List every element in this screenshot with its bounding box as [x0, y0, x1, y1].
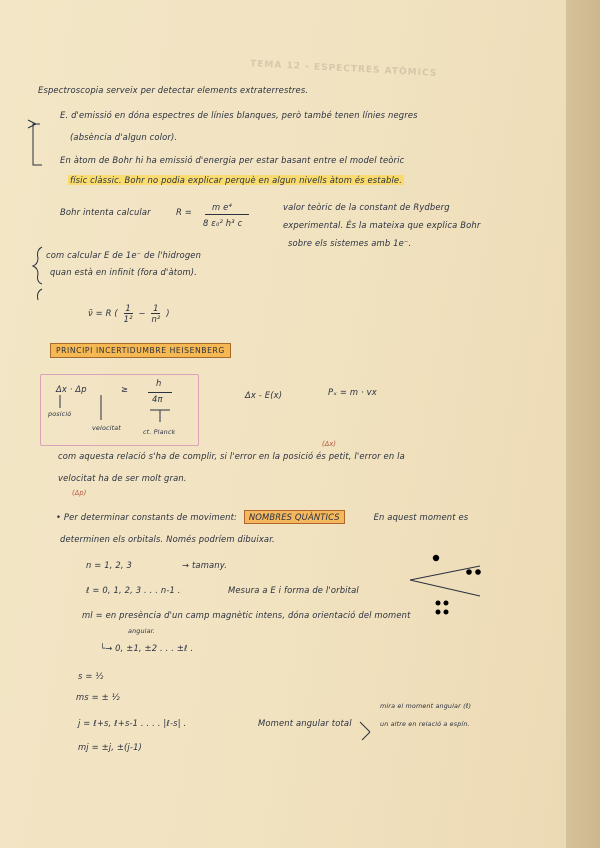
ghost-header: TEMA 12 - ESPECTRES ATÒMICS — [249, 59, 438, 79]
frac-2-den: n² — [151, 314, 161, 324]
bullet-line-2: determinen els orbitals. Només podríem dibuixar. — [60, 534, 275, 544]
heisenberg-title — [50, 345, 231, 355]
j-desc: Moment angular total — [258, 718, 352, 728]
px-relation: Pₓ = m · vx — [328, 387, 377, 397]
rydberg-line-2: experimental. És la mateixa que explica Bohr — [283, 220, 481, 230]
rydberg-line-3: sobre els sistemes amb 1e⁻. — [288, 238, 412, 248]
emission-line-1: E. d'emissió en dóna espectres de línies blanques, però també tenen línies negres — [60, 110, 418, 120]
frac-1-den: 1² — [123, 314, 133, 324]
box-lhs: Δx · Δp — [56, 384, 87, 394]
j-label: j = ℓ+s, ℓ+s-1 . . . . |ℓ-s| . — [78, 718, 187, 728]
frac-1 — [124, 303, 133, 324]
box-ct-planck: ct. Planck — [143, 428, 176, 436]
nu-lhs: ν̃ = R ( — [88, 308, 118, 318]
n-desc: → tamany. — [182, 560, 228, 570]
tag-dp: (Δp) — [72, 489, 87, 497]
s-label: s = ½ — [78, 671, 104, 681]
bohr-text-1: En àtom de Bohr hi ha emissió d'energia per estar basant entre el model teòric — [60, 155, 405, 165]
bullet-text-a: • Per determinar constants de moviment: — [56, 512, 237, 522]
conseq-line-1: com aquesta relació s'ha de complir, si l'error en la posició és petit, l'error en la — [58, 451, 405, 461]
frac-2 — [151, 303, 160, 324]
n-label: n = 1, 2, 3 — [86, 560, 132, 570]
bohr-line-1 — [60, 155, 404, 165]
l-desc: Mesura a E i forma de l'orbital — [228, 585, 359, 595]
j-note-2: un altre en relació a espín. — [380, 720, 470, 728]
bohr-frac-den: 8 ε₀² h³ c — [203, 218, 243, 228]
heisenberg-title-text: PRINCIPI INCERTIDUMBRE HEISENBERG — [50, 343, 231, 358]
bohr-text-2: físic clàssic. Bohr no podia explicar perquè en algun nivells àtom és estable. — [70, 175, 403, 185]
tag-dx: (Δx) — [322, 440, 337, 448]
intro-line: Espectroscopia serveix per detectar elements extraterrestres. — [38, 85, 309, 95]
emission-line-2: (absència d'algun color). — [70, 132, 178, 142]
bohr-frac-num: m e⁴ — [212, 202, 232, 212]
bohr-line-2 — [68, 175, 404, 185]
page-edge — [566, 0, 600, 848]
calc-line-2: quan està en infinit (fora d'àtom). — [50, 267, 198, 277]
box-frac-line — [148, 392, 172, 393]
bullet-line-1 — [56, 512, 468, 522]
frac-2-num: 1 — [153, 303, 159, 313]
dx-relation: Δx - E(x) — [245, 390, 283, 400]
ms-label: ms = ± ½ — [76, 692, 120, 702]
box-posicio: posició — [48, 410, 72, 418]
rydberg-formula — [88, 303, 170, 324]
bohr-frac-line — [205, 214, 249, 215]
box-h: h — [156, 378, 162, 388]
box-4pi: 4π — [152, 394, 163, 404]
bohr-R: R = — [176, 207, 192, 217]
j-note-1: mira el moment angular (ℓ) — [380, 702, 472, 710]
bohr-label: Bohr intenta calcular — [60, 207, 151, 217]
box-geq: ≥ — [121, 384, 129, 394]
box-velocitat: velocitat — [92, 424, 121, 432]
minus-sign: − — [138, 308, 146, 318]
l-label: ℓ = 0, 1, 2, 3 . . . n-1 . — [86, 585, 181, 595]
ml-values: └→ 0, ±1, ±2 . . . ±ℓ . — [100, 643, 194, 653]
bullet-text-c: En aquest moment es — [373, 512, 469, 522]
mj-label: mj = ±j, ±(j-1) — [78, 742, 142, 752]
frac-1-num: 1 — [125, 303, 131, 313]
ml-label-2: angular. — [128, 627, 156, 635]
nombres-quantics-highlight: NOMBRES QUÀNTICS — [244, 510, 345, 524]
ml-label: ml = en presència d'un camp magnètic intens, dóna orientació del moment — [82, 610, 411, 620]
calc-line-1: com calcular E de 1e⁻ de l'hidrogen — [46, 250, 202, 260]
rydberg-line-1: valor teòric de la constant de Rydberg — [283, 202, 450, 212]
nu-close: ) — [166, 308, 170, 318]
conseq-line-2: velocitat ha de ser molt gran. — [58, 473, 187, 483]
